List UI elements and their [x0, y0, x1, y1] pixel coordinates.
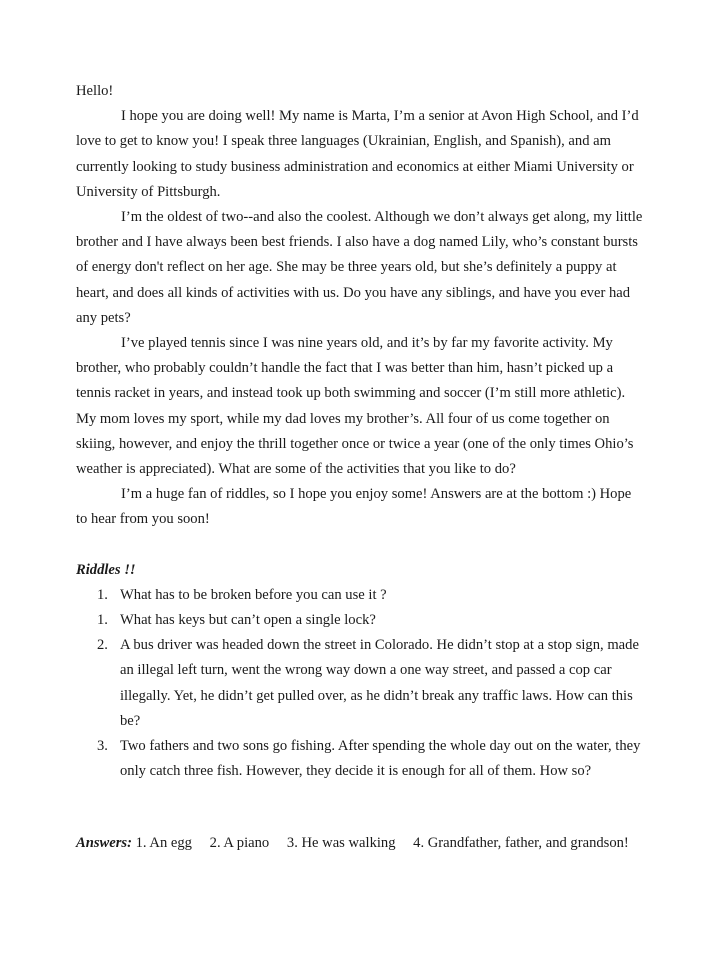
answer-item: 4. Grandfather, father, and grandson! — [413, 835, 629, 851]
riddle-text: A bus driver was headed down the street in Colorado. He didn’t stop at a stop sign, made an illegal left turn, went the wrong way down a one way street, and passed a cop car illegally. Yet, he didn’t get pulled over, as he didn’t break any traffic laws. How can this be? — [120, 637, 639, 729]
paragraph-family: I’m the oldest of two--and also the coolest. Although we don’t always get along, my little brother and I have always been best friends. I also have a dog named Lily, who’s constant bursts of energy don't reflect on her age. She may be three years old, but she’s definitely a puppy at heart, and does all kinds of activities with us. Do you have any siblings, and have you ever had any pets? — [76, 209, 643, 326]
greeting: Hello! — [76, 83, 114, 99]
list-number: 1. — [97, 612, 108, 629]
list-item — [76, 734, 646, 784]
answer-item: 3. He was walking — [286, 835, 396, 851]
riddle-text: What has keys but can’t open a single lock? — [120, 612, 376, 629]
riddle-text: Two fathers and two sons go fishing. After spending the whole day out on the water, they only catch three fish. However, they decide it is enough for all of them. How so? — [120, 738, 641, 780]
riddle-text: What has to be broken before you can use it ? — [120, 586, 387, 603]
paragraph-activities: I’ve played tennis since I was nine years old, and it’s by far my favorite activity. My brother, who probably couldn’t handle the fact that I was better than him, hasn’t picked up a tennis racket in years, and instead took up both swimming and soccer (I’m still more athletic). My mom loves my sport, while my dad loves my brother’s. All four of us come together on skiing, however, and enjoy the thrill together once or twice a year (one of the only times Ohio’s weather is appreciated). What are some of the activities that you like to do? — [76, 335, 634, 478]
paragraph-riddles-intro: I’m a huge fan of riddles, so I hope you enjoy some! Answers are at the bottom :) Hope to hear from you soon! — [76, 486, 632, 528]
list-item — [76, 608, 646, 633]
list-item — [76, 583, 646, 608]
answers-line — [76, 831, 643, 856]
list-number: 2. — [97, 637, 108, 654]
paragraph-intro: I hope you are doing well! My name is Marta, I’m a senior at Avon High School, and I’d love to get to know you! I speak three languages (Ukrainian, English, and Spanish), and am currently looking to study business administration and economics at either Miami University or University of Pittsburgh. — [76, 108, 639, 200]
answer-item: 2. A piano — [209, 835, 270, 851]
riddles-heading: Riddles !! — [76, 561, 136, 578]
letter-body — [76, 79, 646, 784]
list-item — [76, 633, 646, 734]
riddles-list — [76, 583, 646, 785]
list-number: 3. — [97, 738, 108, 755]
answer-item: 1. An egg — [135, 835, 192, 851]
list-number: 1. — [97, 586, 108, 603]
answers-label: Answers: — [76, 835, 132, 851]
